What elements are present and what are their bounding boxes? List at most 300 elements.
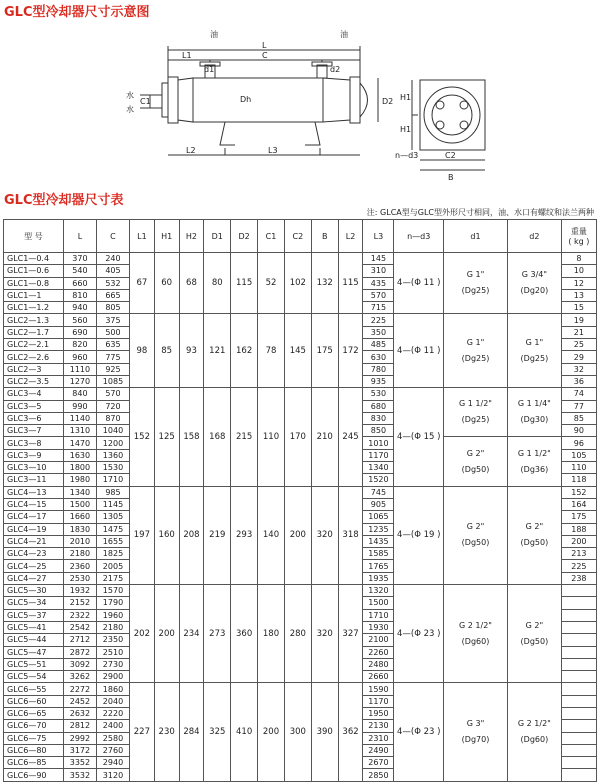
L3-cell: 1320 xyxy=(363,585,394,597)
C-cell: 375 xyxy=(96,314,129,326)
C-cell: 1475 xyxy=(96,523,129,535)
weight-cell: 8 xyxy=(561,253,596,265)
weight-cell xyxy=(561,757,596,769)
H1-cell: 85 xyxy=(154,314,179,388)
L-cell: 2010 xyxy=(63,535,96,547)
C-cell: 1530 xyxy=(96,462,129,474)
d2-cell: G 1" (Dg25) xyxy=(508,314,562,388)
C2-cell: 280 xyxy=(284,585,311,683)
L-cell: 2712 xyxy=(63,634,96,646)
model-cell: GLC3—5 xyxy=(4,400,64,412)
C-cell: 1790 xyxy=(96,597,129,609)
weight-cell: 21 xyxy=(561,326,596,338)
model-cell: GLC4—19 xyxy=(4,523,64,535)
L-cell: 2452 xyxy=(63,695,96,707)
L-cell: 1630 xyxy=(63,449,96,461)
L3-cell: 435 xyxy=(363,277,394,289)
weight-cell xyxy=(561,732,596,744)
header-cell: D2 xyxy=(231,220,258,253)
L3-cell: 850 xyxy=(363,425,394,437)
header-cell: 型 号 xyxy=(4,220,64,253)
L-cell: 2992 xyxy=(63,732,96,744)
model-cell: GLC2—1.3 xyxy=(4,314,64,326)
dim-d2: d2 xyxy=(330,65,341,74)
C-cell: 2730 xyxy=(96,658,129,670)
C-cell: 2220 xyxy=(96,707,129,719)
C2-cell: 300 xyxy=(284,683,311,781)
weight-cell: 36 xyxy=(561,375,596,387)
C-cell: 2760 xyxy=(96,744,129,756)
model-cell: GLC1—0.6 xyxy=(4,265,64,277)
L3-cell: 1500 xyxy=(363,597,394,609)
d2-cell: G 1 1/4" (Dg30) xyxy=(508,388,562,437)
D2-cell: 115 xyxy=(231,253,258,314)
model-cell: GLC6—70 xyxy=(4,720,64,732)
L3-cell: 350 xyxy=(363,326,394,338)
model-cell: GLC5—51 xyxy=(4,658,64,670)
d2-cell: G 1 1/2" (Dg36) xyxy=(508,437,562,486)
model-cell: GLC4—27 xyxy=(4,572,64,584)
d1-cell: G 2" (Dg50) xyxy=(443,486,507,584)
D2-cell: 293 xyxy=(231,486,258,584)
dim-L3: L3 xyxy=(268,146,278,155)
model-cell: GLC5—44 xyxy=(4,634,64,646)
H2-cell: 93 xyxy=(179,314,204,388)
dim-L: L xyxy=(262,41,267,50)
C-cell: 2350 xyxy=(96,634,129,646)
L3-cell: 1340 xyxy=(363,462,394,474)
L-cell: 660 xyxy=(63,277,96,289)
H2-cell: 68 xyxy=(179,253,204,314)
weight-cell: 238 xyxy=(561,572,596,584)
L-cell: 2530 xyxy=(63,572,96,584)
dim-H1-top: H1 xyxy=(400,93,412,102)
model-cell: GLC2—1.7 xyxy=(4,326,64,338)
header-cell: C1 xyxy=(258,220,285,253)
nd3-cell: 4—(Φ 23 ) xyxy=(394,683,444,781)
B-cell: 175 xyxy=(311,314,338,388)
C-cell: 2940 xyxy=(96,757,129,769)
D1-cell: 168 xyxy=(204,388,231,486)
L-cell: 3092 xyxy=(63,658,96,670)
dim-H1-bottom: H1 xyxy=(400,125,412,134)
model-cell: GLC6—90 xyxy=(4,769,64,781)
weight-cell xyxy=(561,597,596,609)
L-cell: 2152 xyxy=(63,597,96,609)
model-cell: GLC2—3 xyxy=(4,363,64,375)
d1-cell: G 1 1/2" (Dg25) xyxy=(443,388,507,437)
model-cell: GLC6—65 xyxy=(4,707,64,719)
L3-cell: 1435 xyxy=(363,535,394,547)
model-cell: GLC6—80 xyxy=(4,744,64,756)
L3-cell: 530 xyxy=(363,388,394,400)
L-cell: 2812 xyxy=(63,720,96,732)
L3-cell: 1765 xyxy=(363,560,394,572)
L3-cell: 780 xyxy=(363,363,394,375)
L-cell: 1980 xyxy=(63,474,96,486)
C-cell: 1360 xyxy=(96,449,129,461)
dim-C1: C1 xyxy=(140,97,151,106)
model-cell: GLC2—3.5 xyxy=(4,375,64,387)
model-cell: GLC5—30 xyxy=(4,585,64,597)
oil-label-right: 油 xyxy=(340,30,348,39)
weight-cell: 105 xyxy=(561,449,596,461)
D1-cell: 273 xyxy=(204,585,231,683)
weight-cell xyxy=(561,609,596,621)
model-cell: GLC2—2.1 xyxy=(4,339,64,351)
model-cell: GLC4—15 xyxy=(4,498,64,510)
weight-cell xyxy=(561,621,596,633)
C-cell: 2175 xyxy=(96,572,129,584)
C-cell: 2900 xyxy=(96,671,129,683)
weight-cell xyxy=(561,634,596,646)
weight-cell: 10 xyxy=(561,265,596,277)
L3-cell: 485 xyxy=(363,339,394,351)
header-cell: C xyxy=(96,220,129,253)
L-cell: 1340 xyxy=(63,486,96,498)
weight-cell: 74 xyxy=(561,388,596,400)
weight-cell: 25 xyxy=(561,339,596,351)
L3-cell: 680 xyxy=(363,400,394,412)
d1-cell: G 1" (Dg25) xyxy=(443,253,507,314)
C-cell: 2580 xyxy=(96,732,129,744)
weight-cell: 12 xyxy=(561,277,596,289)
dim-Dh: Dh xyxy=(240,95,252,104)
weight-cell: 85 xyxy=(561,412,596,424)
L3-cell: 2130 xyxy=(363,720,394,732)
table-row xyxy=(4,585,597,597)
C-cell: 2510 xyxy=(96,646,129,658)
nd3-cell: 4—(Φ 15 ) xyxy=(394,388,444,486)
model-cell: GLC3—7 xyxy=(4,425,64,437)
L2-cell: 327 xyxy=(338,585,363,683)
L-cell: 690 xyxy=(63,326,96,338)
L3-cell: 1930 xyxy=(363,621,394,633)
header-cell: L3 xyxy=(363,220,394,253)
d1-cell: G 3" (Dg70) xyxy=(443,683,507,781)
model-cell: GLC6—55 xyxy=(4,683,64,695)
L3-cell: 905 xyxy=(363,498,394,510)
L3-cell: 1935 xyxy=(363,572,394,584)
L3-cell: 1010 xyxy=(363,437,394,449)
L-cell: 2360 xyxy=(63,560,96,572)
nd3-cell: 4—(Φ 11 ) xyxy=(394,314,444,388)
header-cell: B xyxy=(311,220,338,253)
L-cell: 1470 xyxy=(63,437,96,449)
water-label-top: 水 xyxy=(126,91,134,100)
C-cell: 1200 xyxy=(96,437,129,449)
nd3-cell: 4—(Φ 11 ) xyxy=(394,253,444,314)
model-cell: GLC4—25 xyxy=(4,560,64,572)
C-cell: 2180 xyxy=(96,621,129,633)
dim-C: C xyxy=(262,51,268,60)
C-cell: 870 xyxy=(96,412,129,424)
C-cell: 1305 xyxy=(96,511,129,523)
dim-d1: d1 xyxy=(204,65,215,74)
model-cell: GLC6—75 xyxy=(4,732,64,744)
C-cell: 2005 xyxy=(96,560,129,572)
model-cell: GLC4—21 xyxy=(4,535,64,547)
D1-cell: 121 xyxy=(204,314,231,388)
L3-cell: 1170 xyxy=(363,449,394,461)
d2-cell: G 2" (Dg50) xyxy=(508,585,562,683)
L-cell: 1270 xyxy=(63,375,96,387)
L-cell: 1660 xyxy=(63,511,96,523)
C-cell: 405 xyxy=(96,265,129,277)
C-cell: 1655 xyxy=(96,535,129,547)
header-cell: D1 xyxy=(204,220,231,253)
C-cell: 635 xyxy=(96,339,129,351)
L2-cell: 172 xyxy=(338,314,363,388)
model-cell: GLC1—0.4 xyxy=(4,253,64,265)
d2-cell: G 3/4" (Dg20) xyxy=(508,253,562,314)
weight-cell xyxy=(561,683,596,695)
L1-cell: 98 xyxy=(130,314,155,388)
weight-cell: 225 xyxy=(561,560,596,572)
L-cell: 1800 xyxy=(63,462,96,474)
dim-nd3: n—d3 xyxy=(395,151,419,160)
D2-cell: 215 xyxy=(231,388,258,486)
weight-cell: 200 xyxy=(561,535,596,547)
L3-cell: 2260 xyxy=(363,646,394,658)
weight-cell: 29 xyxy=(561,351,596,363)
d2-cell: G 2 1/2" (Dg60) xyxy=(508,683,562,781)
L3-cell: 715 xyxy=(363,302,394,314)
model-cell: GLC2—2.6 xyxy=(4,351,64,363)
weight-cell xyxy=(561,707,596,719)
L-cell: 1932 xyxy=(63,585,96,597)
H2-cell: 158 xyxy=(179,388,204,486)
weight-cell: 90 xyxy=(561,425,596,437)
table-row xyxy=(4,388,597,400)
H1-cell: 200 xyxy=(154,585,179,683)
table-note: 注: GLCA型与GLC型外形尺寸相同，油、水口有螺纹和法兰两种 xyxy=(366,208,594,217)
model-cell: GLC6—85 xyxy=(4,757,64,769)
L-cell: 1310 xyxy=(63,425,96,437)
L-cell: 820 xyxy=(63,339,96,351)
model-cell: GLC4—17 xyxy=(4,511,64,523)
dimension-drawing xyxy=(0,20,600,185)
C-cell: 1040 xyxy=(96,425,129,437)
L1-cell: 227 xyxy=(130,683,155,781)
C-cell: 2400 xyxy=(96,720,129,732)
L3-cell: 1590 xyxy=(363,683,394,695)
L3-cell: 310 xyxy=(363,265,394,277)
L3-cell: 2670 xyxy=(363,757,394,769)
model-cell: GLC3—8 xyxy=(4,437,64,449)
header-cell: C2 xyxy=(284,220,311,253)
weight-cell xyxy=(561,658,596,670)
C-cell: 775 xyxy=(96,351,129,363)
L-cell: 840 xyxy=(63,388,96,400)
C-cell: 1570 xyxy=(96,585,129,597)
dim-B: B xyxy=(448,173,454,182)
C-cell: 665 xyxy=(96,289,129,301)
weight-cell xyxy=(561,720,596,732)
L-cell: 560 xyxy=(63,314,96,326)
C1-cell: 52 xyxy=(258,253,285,314)
weight-cell: 32 xyxy=(561,363,596,375)
L3-cell: 145 xyxy=(363,253,394,265)
water-label-bottom: 水 xyxy=(126,105,134,114)
L-cell: 2632 xyxy=(63,707,96,719)
d1-cell: G 2" (Dg50) xyxy=(443,437,507,486)
d1-cell: G 1" (Dg25) xyxy=(443,314,507,388)
L-cell: 960 xyxy=(63,351,96,363)
header-cell: d1 xyxy=(443,220,507,253)
C-cell: 1960 xyxy=(96,609,129,621)
weight-cell: 175 xyxy=(561,511,596,523)
model-cell: GLC3—6 xyxy=(4,412,64,424)
L3-cell: 2310 xyxy=(363,732,394,744)
weight-cell xyxy=(561,671,596,683)
L3-cell: 2100 xyxy=(363,634,394,646)
D1-cell: 325 xyxy=(204,683,231,781)
model-cell: GLC4—23 xyxy=(4,548,64,560)
header-cell: L xyxy=(63,220,96,253)
model-cell: GLC1—1.2 xyxy=(4,302,64,314)
header-cell: 重量 ( kg ) xyxy=(561,220,596,253)
L1-cell: 152 xyxy=(130,388,155,486)
header-cell: H1 xyxy=(154,220,179,253)
weight-cell: 110 xyxy=(561,462,596,474)
C-cell: 925 xyxy=(96,363,129,375)
weight-cell: 164 xyxy=(561,498,596,510)
D2-cell: 360 xyxy=(231,585,258,683)
L3-cell: 1170 xyxy=(363,695,394,707)
header-cell: n—d3 xyxy=(394,220,444,253)
L2-cell: 318 xyxy=(338,486,363,584)
C1-cell: 180 xyxy=(258,585,285,683)
model-cell: GLC1—0.8 xyxy=(4,277,64,289)
H2-cell: 208 xyxy=(179,486,204,584)
L-cell: 2542 xyxy=(63,621,96,633)
d1-cell: G 2 1/2" (Dg60) xyxy=(443,585,507,683)
L3-cell: 1950 xyxy=(363,707,394,719)
L1-cell: 202 xyxy=(130,585,155,683)
B-cell: 210 xyxy=(311,388,338,486)
weight-cell: 15 xyxy=(561,302,596,314)
L3-cell: 935 xyxy=(363,375,394,387)
model-cell: GLC4—13 xyxy=(4,486,64,498)
L-cell: 2180 xyxy=(63,548,96,560)
weight-cell: 213 xyxy=(561,548,596,560)
header-row xyxy=(4,220,597,253)
dim-C2: C2 xyxy=(445,151,456,160)
L-cell: 1110 xyxy=(63,363,96,375)
L-cell: 810 xyxy=(63,289,96,301)
table-title: GLC型冷却器尺寸表 xyxy=(4,193,124,208)
C-cell: 1860 xyxy=(96,683,129,695)
weight-cell xyxy=(561,585,596,597)
L-cell: 3532 xyxy=(63,769,96,781)
D1-cell: 219 xyxy=(204,486,231,584)
weight-cell: 77 xyxy=(561,400,596,412)
L-cell: 1500 xyxy=(63,498,96,510)
weight-cell xyxy=(561,769,596,781)
L3-cell: 1710 xyxy=(363,609,394,621)
L3-cell: 2660 xyxy=(363,671,394,683)
C-cell: 3120 xyxy=(96,769,129,781)
L-cell: 2272 xyxy=(63,683,96,695)
C-cell: 1145 xyxy=(96,498,129,510)
model-cell: GLC6—60 xyxy=(4,695,64,707)
weight-cell xyxy=(561,646,596,658)
model-cell: GLC5—47 xyxy=(4,646,64,658)
L3-cell: 830 xyxy=(363,412,394,424)
L3-cell: 570 xyxy=(363,289,394,301)
H1-cell: 60 xyxy=(154,253,179,314)
L3-cell: 745 xyxy=(363,486,394,498)
C-cell: 240 xyxy=(96,253,129,265)
model-cell: GLC3—9 xyxy=(4,449,64,461)
D2-cell: 410 xyxy=(231,683,258,781)
C2-cell: 102 xyxy=(284,253,311,314)
L3-cell: 2490 xyxy=(363,744,394,756)
table-row xyxy=(4,253,597,265)
L-cell: 3352 xyxy=(63,757,96,769)
L3-cell: 1585 xyxy=(363,548,394,560)
model-cell: GLC1—1 xyxy=(4,289,64,301)
L-cell: 2322 xyxy=(63,609,96,621)
H1-cell: 230 xyxy=(154,683,179,781)
L3-cell: 1235 xyxy=(363,523,394,535)
table-row xyxy=(4,314,597,326)
C-cell: 532 xyxy=(96,277,129,289)
nd3-cell: 4—(Φ 23 ) xyxy=(394,585,444,683)
weight-cell: 96 xyxy=(561,437,596,449)
model-cell: GLC3—11 xyxy=(4,474,64,486)
D2-cell: 162 xyxy=(231,314,258,388)
L-cell: 3172 xyxy=(63,744,96,756)
C-cell: 1710 xyxy=(96,474,129,486)
C-cell: 1085 xyxy=(96,375,129,387)
L2-cell: 362 xyxy=(338,683,363,781)
H2-cell: 284 xyxy=(179,683,204,781)
L-cell: 1140 xyxy=(63,412,96,424)
C1-cell: 200 xyxy=(258,683,285,781)
C-cell: 1825 xyxy=(96,548,129,560)
L1-cell: 197 xyxy=(130,486,155,584)
B-cell: 132 xyxy=(311,253,338,314)
weight-cell: 188 xyxy=(561,523,596,535)
drawing-title: GLC型冷却器尺寸示意图 xyxy=(4,5,150,20)
H1-cell: 125 xyxy=(154,388,179,486)
L3-cell: 225 xyxy=(363,314,394,326)
table-row xyxy=(4,486,597,498)
model-cell: GLC5—34 xyxy=(4,597,64,609)
dimension-table xyxy=(3,219,597,782)
C1-cell: 110 xyxy=(258,388,285,486)
C1-cell: 78 xyxy=(258,314,285,388)
L3-cell: 1065 xyxy=(363,511,394,523)
weight-cell xyxy=(561,695,596,707)
L2-cell: 115 xyxy=(338,253,363,314)
dim-L2: L2 xyxy=(186,146,196,155)
header-cell: L1 xyxy=(130,220,155,253)
C-cell: 570 xyxy=(96,388,129,400)
model-cell: GLC5—37 xyxy=(4,609,64,621)
weight-cell: 118 xyxy=(561,474,596,486)
model-cell: GLC5—54 xyxy=(4,671,64,683)
model-cell: GLC3—10 xyxy=(4,462,64,474)
L-cell: 940 xyxy=(63,302,96,314)
C1-cell: 140 xyxy=(258,486,285,584)
weight-cell: 13 xyxy=(561,289,596,301)
C-cell: 500 xyxy=(96,326,129,338)
L3-cell: 630 xyxy=(363,351,394,363)
L-cell: 3262 xyxy=(63,671,96,683)
